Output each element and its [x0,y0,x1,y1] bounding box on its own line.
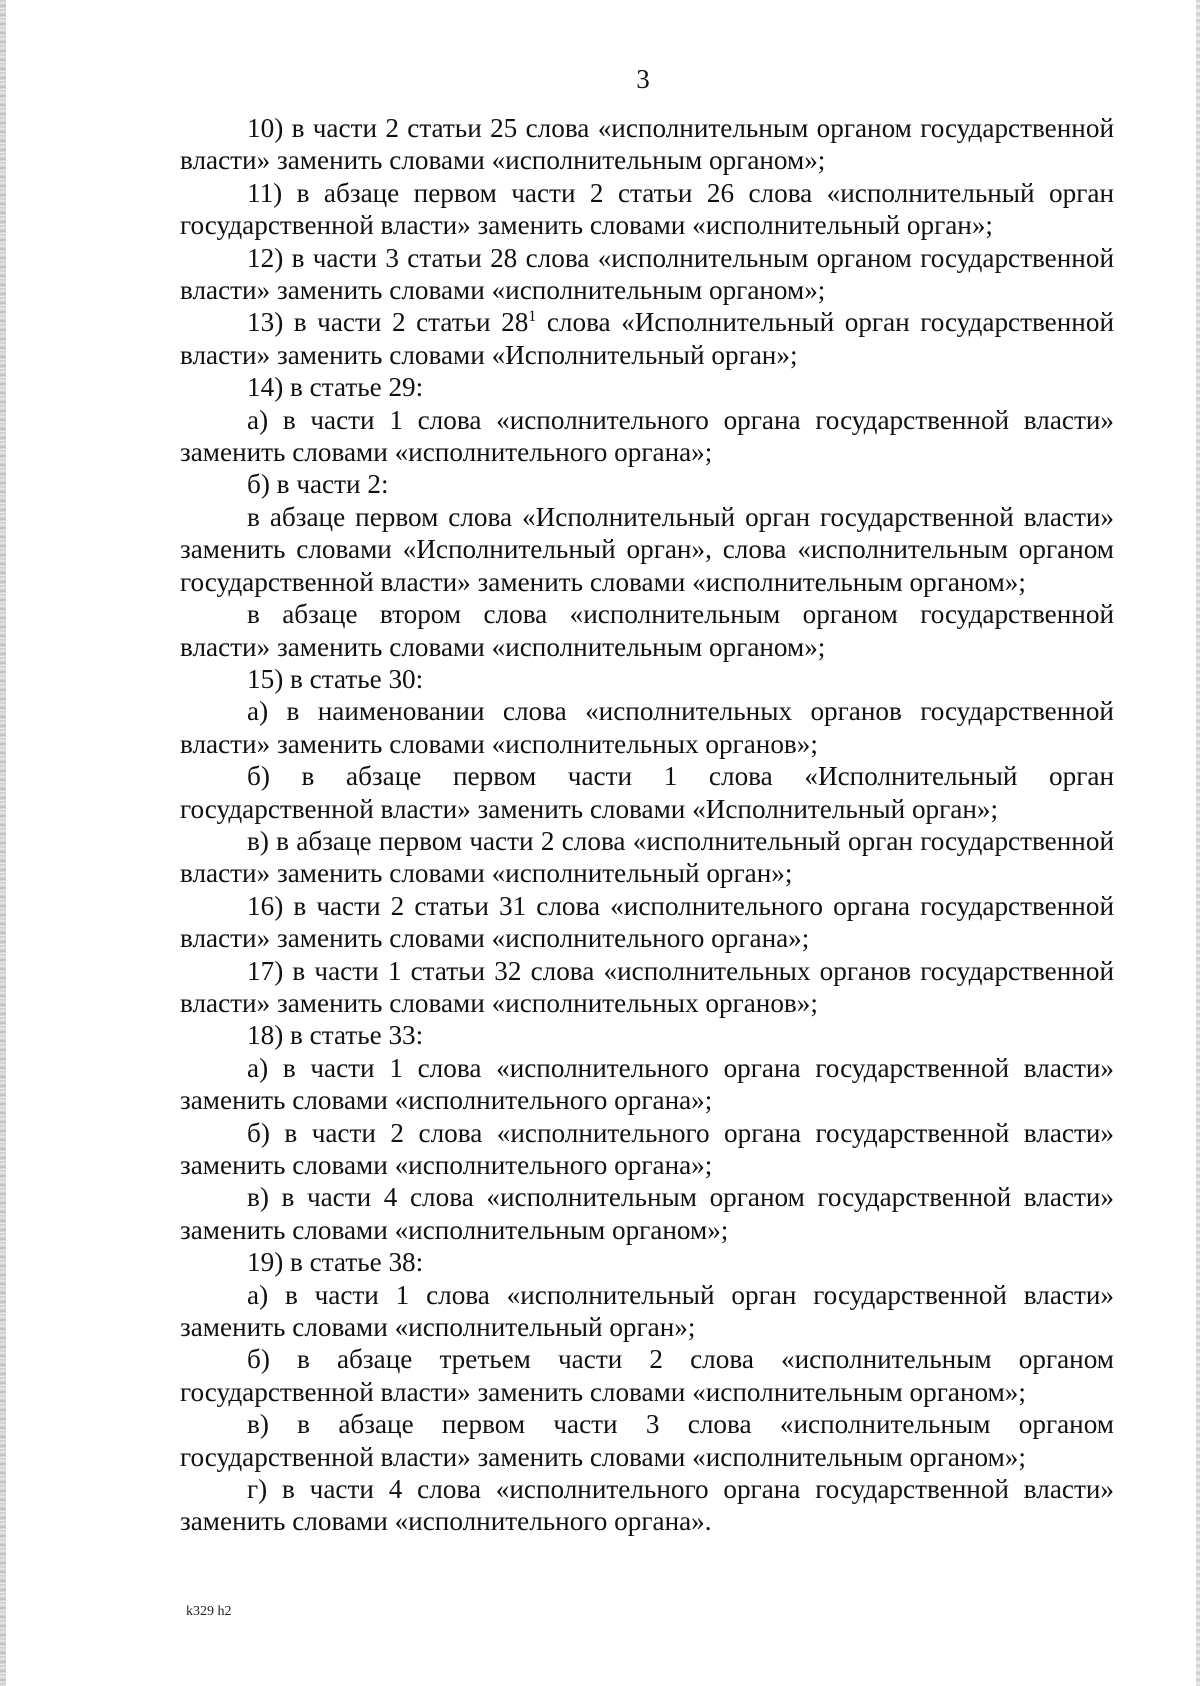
paragraph-item-18b: б) в части 2 слова «исполнительного органа государственной власти» заменить словами «исполнительного органа»; [180,1117,1114,1180]
paragraph-item-18a: а) в части 1 слова «исполнительного органа государственной власти» заменить словами «исполнительного органа»; [180,1052,1114,1116]
paragraph-item-19: 19) в статье 38: [247,1247,424,1278]
scan-edge-left [0,0,6,1686]
scan-edge-right [1196,0,1200,1686]
paragraph-item-14b-second: в абзаце втором слова «исполнительным органом государственной власти» заменить словами «исполнительным органом»; [180,599,1114,662]
item-13-superscript: 1 [528,308,537,326]
paragraph-item-16: 16) в части 2 статьи 31 слова «исполнительного органа государственной власти» заменить словами «исполнительного органа»; [180,890,1114,954]
item-13-text-end: слова «Исполнительный орган государственной власти» заменить словами «Исполнительный орган»; [180,307,1114,370]
paragraph-item-14b-first: в абзаце первом слова «Исполнительный орган государственной власти» заменить словами «Исполнительный орган», слова «исполнительным органом государственной власти» заменить словами «исполнительным органом»; [180,501,1114,597]
item-13-text-start: 13) в части 2 статьи 28 [247,307,529,338]
paragraph-item-14b: б) в части 2: [247,469,389,500]
paragraph-item-19b: б) в абзаце третьем части 2 слова «исполнительным органом государственной власти» заменить словами «исполнительным органом»; [180,1344,1114,1407]
footer-document-code: k329 h2 [186,1604,232,1619]
paragraph-item-19a: а) в части 1 слова «исполнительный орган государственной власти» заменить словами «исполнительный орган»; [180,1279,1114,1343]
paragraph-item-19v: в) в абзаце первом части 3 слова «исполнительным органом государственной власти» заменить словами «исполнительным органом»; [180,1409,1114,1472]
paragraph-item-15v: в) в абзаце первом части 2 слова «исполнительный орган государственной власти» заменить словами «исполнительный орган»; [180,825,1114,889]
page-number: 3 [636,64,650,94]
paragraph-item-14a: а) в части 1 слова «исполнительного органа государственной власти» заменить словами «исполнительного органа»; [180,404,1114,468]
paragraph-item-14: 14) в статье 29: [247,372,424,403]
paragraph-item-11: 11) в абзаце первом части 2 статьи 26 слова «исполнительный орган государственной власти» заменить словами «исполнительный орган»; [180,177,1114,241]
document-body [180,112,1114,1538]
paragraph-item-12: 12) в части 3 статьи 28 слова «исполнительным органом государственной власти» заменить словами «исполнительным органом»; [180,242,1114,306]
paragraph-item-10: 10) в части 2 статьи 25 слова «исполнительным органом государственной власти» заменить словами «исполнительным органом»; [180,113,1114,176]
paragraph-item-15a: а) в наименовании слова «исполнительных органов государственной власти» заменить словами «исполнительных органов»; [180,696,1114,759]
paragraph-item-18v: в) в части 4 слова «исполнительным органом государственной власти» заменить словами «исполнительным органом»; [180,1182,1114,1245]
paragraph-item-15b: б) в абзаце первом части 1 слова «Исполнительный орган государственной власти» заменить словами «Исполнительный орган»; [180,761,1114,824]
paragraph-item-19g: г) в части 4 слова «исполнительного органа государственной власти» заменить словами «исполнительного органа». [180,1474,1114,1537]
paragraph-item-15: 15) в статье 30: [247,663,424,694]
paragraph-item-17: 17) в части 1 статьи 32 слова «исполнительных органов государственной власти» заменить словами «исполнительных органов»; [180,955,1114,1018]
paragraph-item-13 [180,306,1114,371]
paragraph-item-18: 18) в статье 33: [247,1020,424,1051]
